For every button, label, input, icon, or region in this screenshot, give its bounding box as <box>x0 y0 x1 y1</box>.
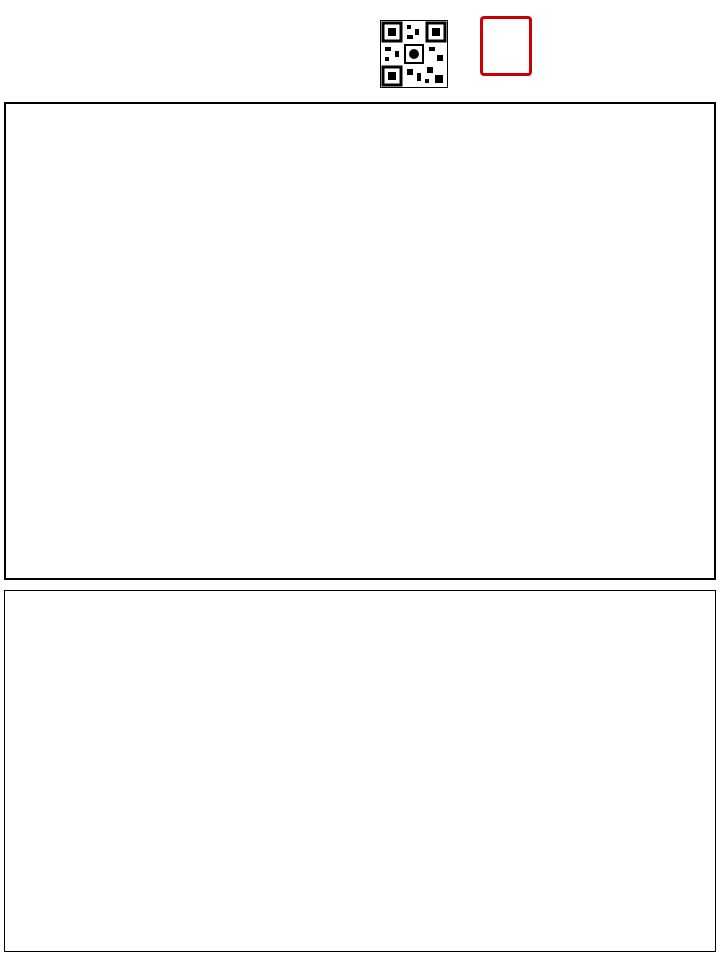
gender-row <box>12 30 19 45</box>
yearly-table <box>4 590 716 952</box>
header <box>0 0 720 100</box>
qr-code-icon[interactable] <box>380 20 448 88</box>
red-seal-logo <box>480 16 532 76</box>
chart-grid <box>4 102 716 580</box>
